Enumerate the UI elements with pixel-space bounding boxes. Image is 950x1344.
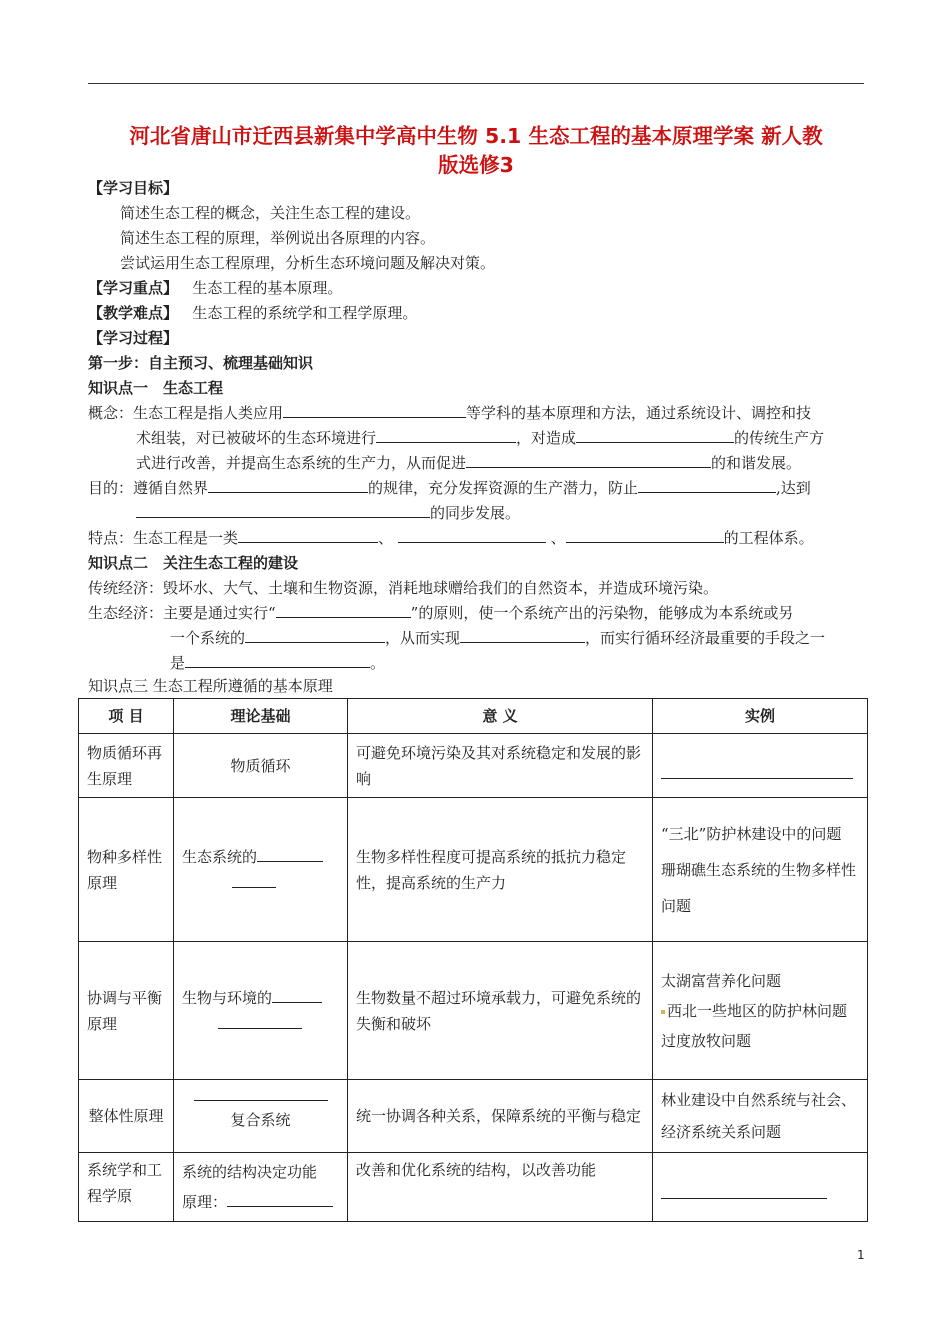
text: 术组装，对已被破坏的生态环境进行 <box>136 429 377 447</box>
blank-line[interactable] <box>460 628 585 643</box>
title-line-1: 河北省唐山市迁西县新集中学高中生物 5.1 生态工程的基本原理学案 新人教 <box>129 124 823 148</box>
text: 生态系统的 <box>182 847 258 866</box>
cell-meaning: 改善和优化系统的结构，以改善功能 <box>348 1153 653 1222</box>
blank-line[interactable] <box>661 778 853 779</box>
cell-basis <box>174 798 348 942</box>
text: 目的：遵循自然界 <box>88 479 209 497</box>
table-row <box>79 1153 868 1222</box>
example-text: 西北一些地区的防护林问题 <box>667 1001 848 1020</box>
text: 的工程体系。 <box>723 529 814 547</box>
title-line-2: 版选修3 <box>438 153 514 177</box>
goal-2: 简述生态工程的原理，举例说出各原理的内容。 <box>120 229 436 247</box>
cell-example: 林业建设中自然系统与社会、经济系统关系问题 <box>653 1080 868 1153</box>
key-text: 生态工程的基本原理。 <box>192 279 343 297</box>
text: 的和谐发展。 <box>711 454 802 472</box>
purpose-line-2 <box>136 503 520 523</box>
cell-basis: 物质循环 <box>174 734 348 798</box>
cell-example <box>653 1153 868 1222</box>
traditional-economy: 传统经济：毁坏水、大气、土壤和生物资源，消耗地球赠给我们的自然资本，并造成环境污染。 <box>88 579 719 597</box>
eco-economy-line-2 <box>170 628 825 648</box>
cell-item: 物质循环再生原理 <box>79 734 174 798</box>
text: ，对造成 <box>516 429 577 447</box>
key-heading: 【学习重点】 <box>88 279 179 297</box>
header-meaning: 意 义 <box>348 699 653 734</box>
difficult-text: 生态工程的系统学和工程学原理。 <box>192 304 418 322</box>
table-row <box>79 1080 868 1153</box>
text: 、 <box>550 529 566 547</box>
blank-line[interactable] <box>238 528 378 543</box>
blank-line[interactable] <box>245 628 385 643</box>
text: ”的原则，使一个系统产出的污染物，能够成为本系统或另 <box>410 604 794 622</box>
text: 的同步发展。 <box>430 504 521 522</box>
blank-line[interactable] <box>283 403 466 418</box>
eco-economy-line-3 <box>170 653 385 673</box>
knowledge-point-2: 知识点二 关注生态工程的建设 <box>88 554 299 572</box>
difficult-heading: 【教学难点】 <box>88 304 179 322</box>
blank-line[interactable] <box>185 653 370 668</box>
goal-3: 尝试运用生态工程原理，分析生态环境问题及解决对策。 <box>120 254 496 272</box>
blank-line[interactable] <box>661 1198 827 1199</box>
goal-1: 简述生态工程的概念，关注生态工程的建设。 <box>120 204 421 222</box>
purpose-line-1 <box>88 478 811 498</box>
header-rule <box>88 83 864 84</box>
text: 、 <box>378 529 394 547</box>
cell-example <box>653 942 868 1080</box>
table-row <box>79 734 868 798</box>
feature-line <box>88 528 814 548</box>
marker-dot <box>661 1010 665 1014</box>
text: 是 <box>170 654 186 672</box>
text: 系统的结构决定功能 <box>182 1163 318 1181</box>
text: ,达到 <box>776 479 811 497</box>
example-text: “三北”防护林建设中的问题 <box>661 824 842 843</box>
cell-item: 系统学和工程学原 <box>79 1153 174 1222</box>
text: 原理： <box>182 1193 228 1211</box>
text: 复合系统 <box>230 1110 291 1129</box>
text: 式进行改善，并提高生态系统的生产力，从而促进 <box>136 454 467 472</box>
cell-example <box>653 734 868 798</box>
key-point-row <box>88 278 342 298</box>
cell-item: 物种多样性原理 <box>79 798 174 942</box>
cell-example <box>653 798 868 942</box>
cell-meaning: 生物多样性程度可提高系统的抵抗力稳定性，提高系统的生产力 <box>348 798 653 942</box>
blank-line[interactable] <box>218 1016 302 1029</box>
eco-economy-line-1 <box>88 603 793 623</box>
text: 特点：生态工程是一类 <box>88 529 239 547</box>
principles-table <box>78 698 868 1222</box>
blank-line[interactable] <box>208 478 368 493</box>
knowledge-point-3: 知识点三 生态工程所遵循的基本原理 <box>88 677 333 695</box>
text: ，从而实现 <box>385 629 461 647</box>
text: 等学科的基本原理和方法，通过系统设计、调控和技 <box>466 404 812 422</box>
cell-item: 整体性原理 <box>79 1080 174 1153</box>
header-example: 实例 <box>653 699 868 734</box>
concept-line-2 <box>136 428 824 448</box>
text: 的传统生产方 <box>734 429 825 447</box>
document-title <box>88 122 864 180</box>
blank-line[interactable] <box>466 453 711 468</box>
goals-heading: 【学习目标】 <box>88 179 179 197</box>
text: 。 <box>370 654 386 672</box>
header-item: 项 目 <box>79 699 174 734</box>
text: ，而实行循环经济最重要的手段之一 <box>585 629 826 647</box>
blank-line[interactable] <box>576 428 734 443</box>
cell-basis <box>174 942 348 1080</box>
concept-line-3 <box>136 453 801 473</box>
blank-line[interactable] <box>136 503 430 518</box>
cell-meaning: 生物数量不超过环境承载力，可避免系统的失衡和破坏 <box>348 942 653 1080</box>
header-basis: 理论基础 <box>174 699 348 734</box>
cell-item: 协调与平衡原理 <box>79 942 174 1080</box>
text: 一个系统的 <box>170 629 246 647</box>
process-heading: 【学习过程】 <box>88 329 179 347</box>
cell-meaning: 可避免环境污染及其对系统稳定和发展的影响 <box>348 734 653 798</box>
blank-line[interactable] <box>232 875 276 888</box>
example-text: 珊瑚礁生态系统的生物多样性问题 <box>661 860 857 915</box>
text: 生态经济：主要是通过实行“ <box>88 604 276 622</box>
blank-line[interactable] <box>257 849 323 862</box>
page-number: 1 <box>857 1248 865 1262</box>
blank-line[interactable] <box>227 1194 333 1207</box>
text: 的规律，充分发挥资源的生产潜力，防止 <box>368 479 639 497</box>
example-text: 过度放牧问题 <box>661 1031 752 1050</box>
blank-line[interactable] <box>566 528 724 543</box>
table-row <box>79 942 868 1080</box>
example-text: 太湖富营养化问题 <box>661 971 782 990</box>
text: 概念：生态工程是指人类应用 <box>88 404 284 422</box>
knowledge-point-1: 知识点一 生态工程 <box>88 379 224 397</box>
table-header-row <box>79 699 868 734</box>
table-row <box>79 798 868 942</box>
difficult-row <box>88 303 417 323</box>
text: 生物与环境的 <box>182 988 273 1007</box>
cell-basis <box>174 1153 348 1222</box>
concept-line-1 <box>88 403 811 423</box>
blank-line[interactable] <box>638 478 776 493</box>
cell-meaning: 统一协调各种关系，保障系统的平衡与稳定 <box>348 1080 653 1153</box>
blank-line[interactable] <box>376 428 516 443</box>
blank-line[interactable] <box>276 603 411 618</box>
blank-line[interactable] <box>398 528 546 543</box>
blank-line[interactable] <box>272 990 322 1003</box>
cell-basis <box>174 1080 348 1153</box>
blank-line[interactable] <box>194 1100 328 1101</box>
step-1-heading: 第一步：自主预习、梳理基础知识 <box>88 354 314 372</box>
